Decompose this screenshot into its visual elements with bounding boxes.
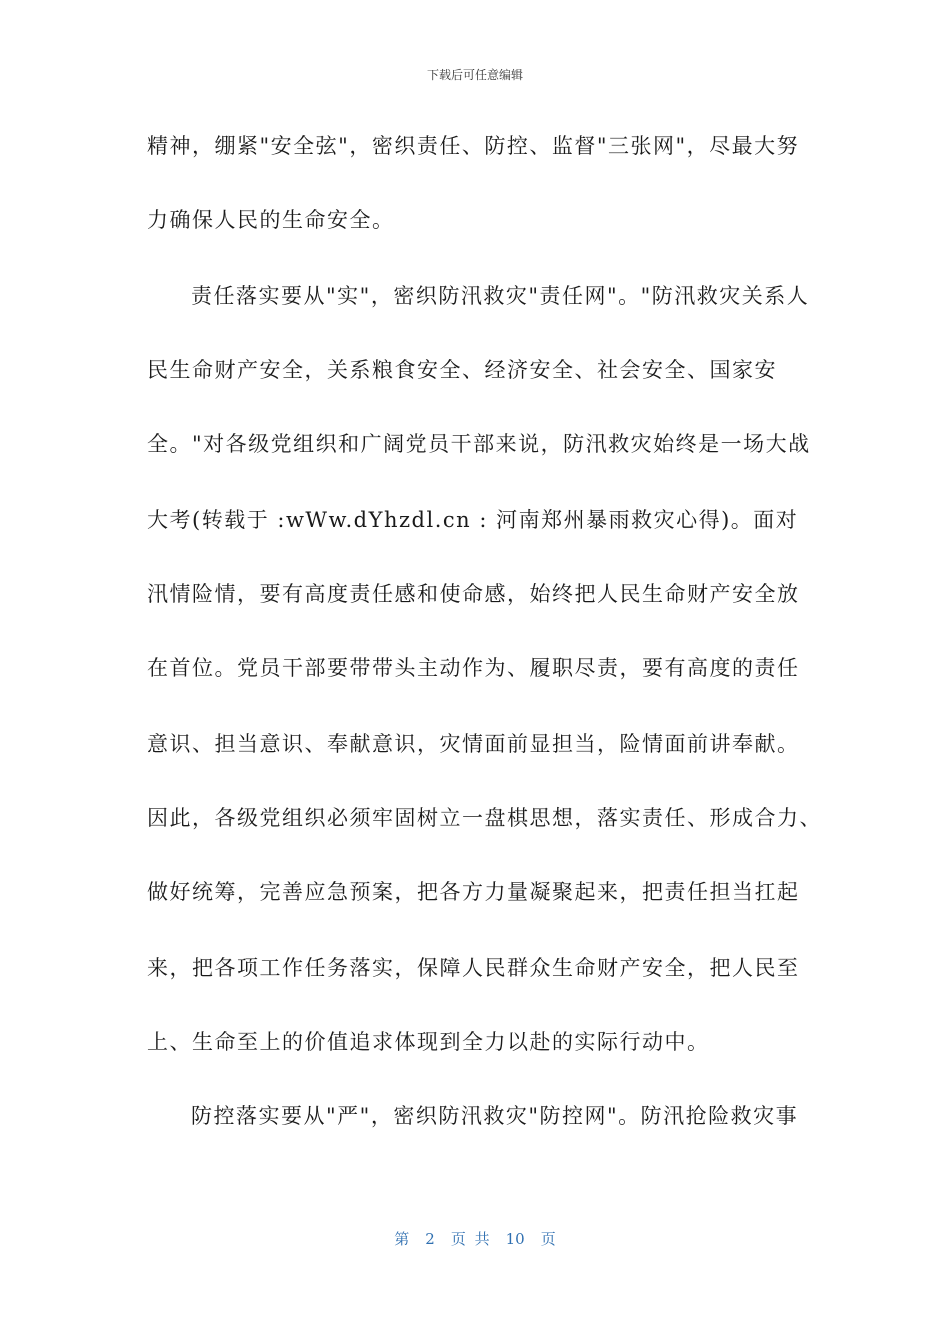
text-line: 大考(转载于 :wWw.dYhzdl.cn : 河南郑州暴雨救灾心得)。面对: [147, 508, 799, 532]
paragraph-start-line: 防控落实要从"严"，密织防汛救灾"防控网"。防汛抢险救灾事: [191, 1104, 799, 1128]
text-line: 来，把各项工作任务落实，保障人民群众生命财产安全，把人民至: [147, 956, 800, 980]
text-line: 力确保人民的生命安全。: [147, 208, 395, 232]
page-footer: [0, 1228, 950, 1249]
text-line: 全。"对各级党组织和广阔党员干部来说，防汛救灾始终是一场大战: [147, 432, 811, 456]
text-line: 在首位。党员干部要带带头主动作为、履职尽责，要有高度的责任: [147, 656, 800, 680]
text-line: 意识、担当意识、奉献意识，灾情面前显担当，险情面前讲奉献。: [147, 732, 800, 756]
text-line: 因此，各级党组织必须牢固树立一盘棋思想，落实责任、形成合力、: [147, 806, 822, 830]
text-line: 汛情险情，要有高度责任感和使命感，始终把人民生命财产安全放: [147, 582, 800, 606]
footer-middle: 页 共: [450, 1230, 490, 1248]
text-line: 民生命财产安全，关系粮食安全、经济安全、社会安全、国家安: [147, 358, 777, 382]
text-line: 上、生命至上的价值追求体现到全力以赴的实际行动中。: [147, 1030, 710, 1054]
footer-suffix: 页: [540, 1230, 556, 1248]
footer-prefix: 第: [394, 1230, 410, 1248]
paragraph-start-line: 责任落实要从"实"，密织防汛救灾"责任网"。"防汛救灾关系人: [191, 284, 810, 308]
text-line: 精神，绷紧"安全弦"，密织责任、防控、监督"三张网"，尽最大努: [147, 134, 800, 158]
text-line: 做好统筹，完善应急预案，把各方力量凝聚起来，把责任担当扛起: [147, 880, 800, 904]
footer-total-pages: 10: [505, 1230, 525, 1248]
footer-page-number: 2: [425, 1230, 435, 1248]
page-header: 下载后可任意编辑: [426, 68, 523, 82]
